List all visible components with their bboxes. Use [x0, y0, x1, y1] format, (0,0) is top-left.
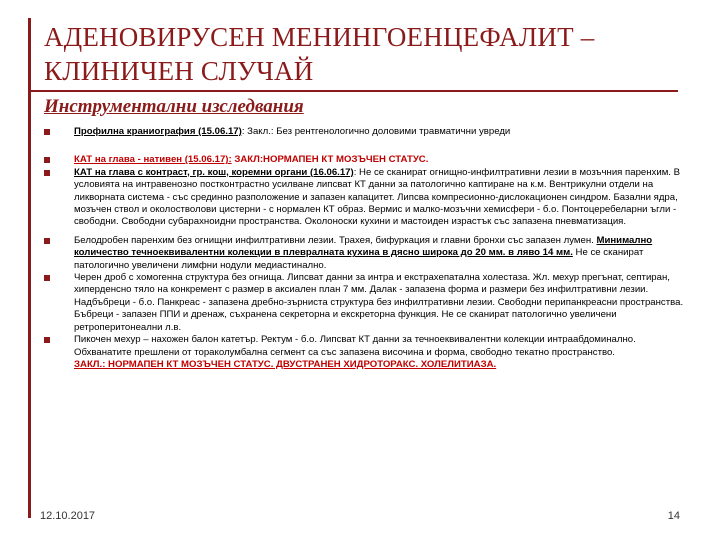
item-conclusion: ЗАКЛ.: НОРМАПЕН КТ МОЗЪЧЕН СТАТУС. ДВУСТРАНЕН ХИДРОТОРАКС. ХОЛЕЛИТИАЗА. — [74, 358, 497, 370]
item-emphasis: Минимално количество течноеквивалентни колекции в плевралната кухина в дясно широка до 20 мм. в ляво 14 мм. — [74, 234, 653, 259]
bullet-square-icon — [44, 337, 50, 343]
bullet-square-icon — [44, 157, 50, 163]
slide-title: АДЕНОВИРУСЕН МЕНИНГОЕНЦЕФАЛИТ – КЛИНИЧЕН СЛУЧАЙ — [44, 22, 595, 86]
list-item — [44, 334, 684, 371]
bullet-list — [44, 126, 684, 371]
slide-subtitle: Инструментални изследвания — [44, 96, 304, 117]
bullet-square-icon — [44, 275, 50, 281]
item-lead: КАТ на глава с контраст, гр. кош, коремни органи (16.06.17) — [74, 166, 354, 178]
list-item — [44, 235, 684, 272]
item-text: : Не се сканират огнищно-инфилтративни лезии в мозъчния паренхим. В условията на интравенозно постконтрастно усилване липсват КТ данни за патологично каптиране на к.м. Вентрикулни отдели на ликворната система - със срединно разположение и запазен капацитет. Липсва компресионно-дислокационен синдром. Базални ядра, мозъчен ствол и околостволови цистерни - с нормален КТ образ. Вермис и малко-мозъчни хемисфери - б.о. Понтоцеребеларни ъгли - свободни. Свободни субарахноидни пространства. Околоноски кухини и мастоиден израстък със запазена пневматизация. — [74, 166, 681, 228]
item-text: Черен дроб с хомогенна структура без огнища. Липсват данни за интра и екстрахепатална холестаза. Жл. мехур прегънат, септиран, хиперденсно тяло на конкремент с размер в аксиален план 7 мм. Далак - запазена форма и размери без инфилтративни лезии. Надбъбреци - б.о. Панкреас - запазена дребно-зърнистa структура без инфилтративни лезии. Свободни перипанкреасни пространства. Бъбреци - запазен ППИ и дренаж, съхранена секреторна и екскреторна функция. Не се сканират патологично увеличени ретроперитонеални л.в. — [74, 272, 684, 333]
footer-date: 12.10.2017 — [40, 510, 96, 522]
item-lead: КАТ на глава - нативен (15.06.17): — [74, 154, 232, 166]
item-text: Не се сканират патологично увеличени лимфни нодули медиастинално. — [74, 247, 644, 271]
page-number: 14 — [667, 510, 680, 522]
left-accent-bar — [28, 18, 31, 518]
bullet-square-icon — [44, 129, 50, 135]
bullet-square-icon — [44, 238, 50, 244]
list-item — [44, 167, 684, 229]
list-item — [44, 272, 684, 334]
list-item — [44, 154, 684, 166]
item-text: : Закл.: Без рентгенологично доловими травматични увреди — [241, 126, 511, 137]
item-text: ЗАКЛ:НОРМАПЕН КТ МОЗЪЧЕН СТАТУС. — [231, 154, 429, 166]
item-text: Пикочен мехур – нахожен балон катетър. Ректум - б.о. Липсват КТ данни за течноеквивалентни колекции интраабдоминално. Обхванатите прешлени от тораколумбална сегмент са със запазена височина и форма, свободно текатно пространство. — [74, 334, 636, 358]
title-divider — [28, 90, 678, 92]
item-text: Белодробен паренхим без огнищни инфилтративни лезии. Трахея, бифуркация и главни бронхи със запазен лумен. — [74, 234, 597, 246]
item-lead: Профилна краниография (15.06.17) — [74, 126, 242, 137]
bullet-square-icon — [44, 170, 50, 176]
list-item — [44, 126, 684, 138]
